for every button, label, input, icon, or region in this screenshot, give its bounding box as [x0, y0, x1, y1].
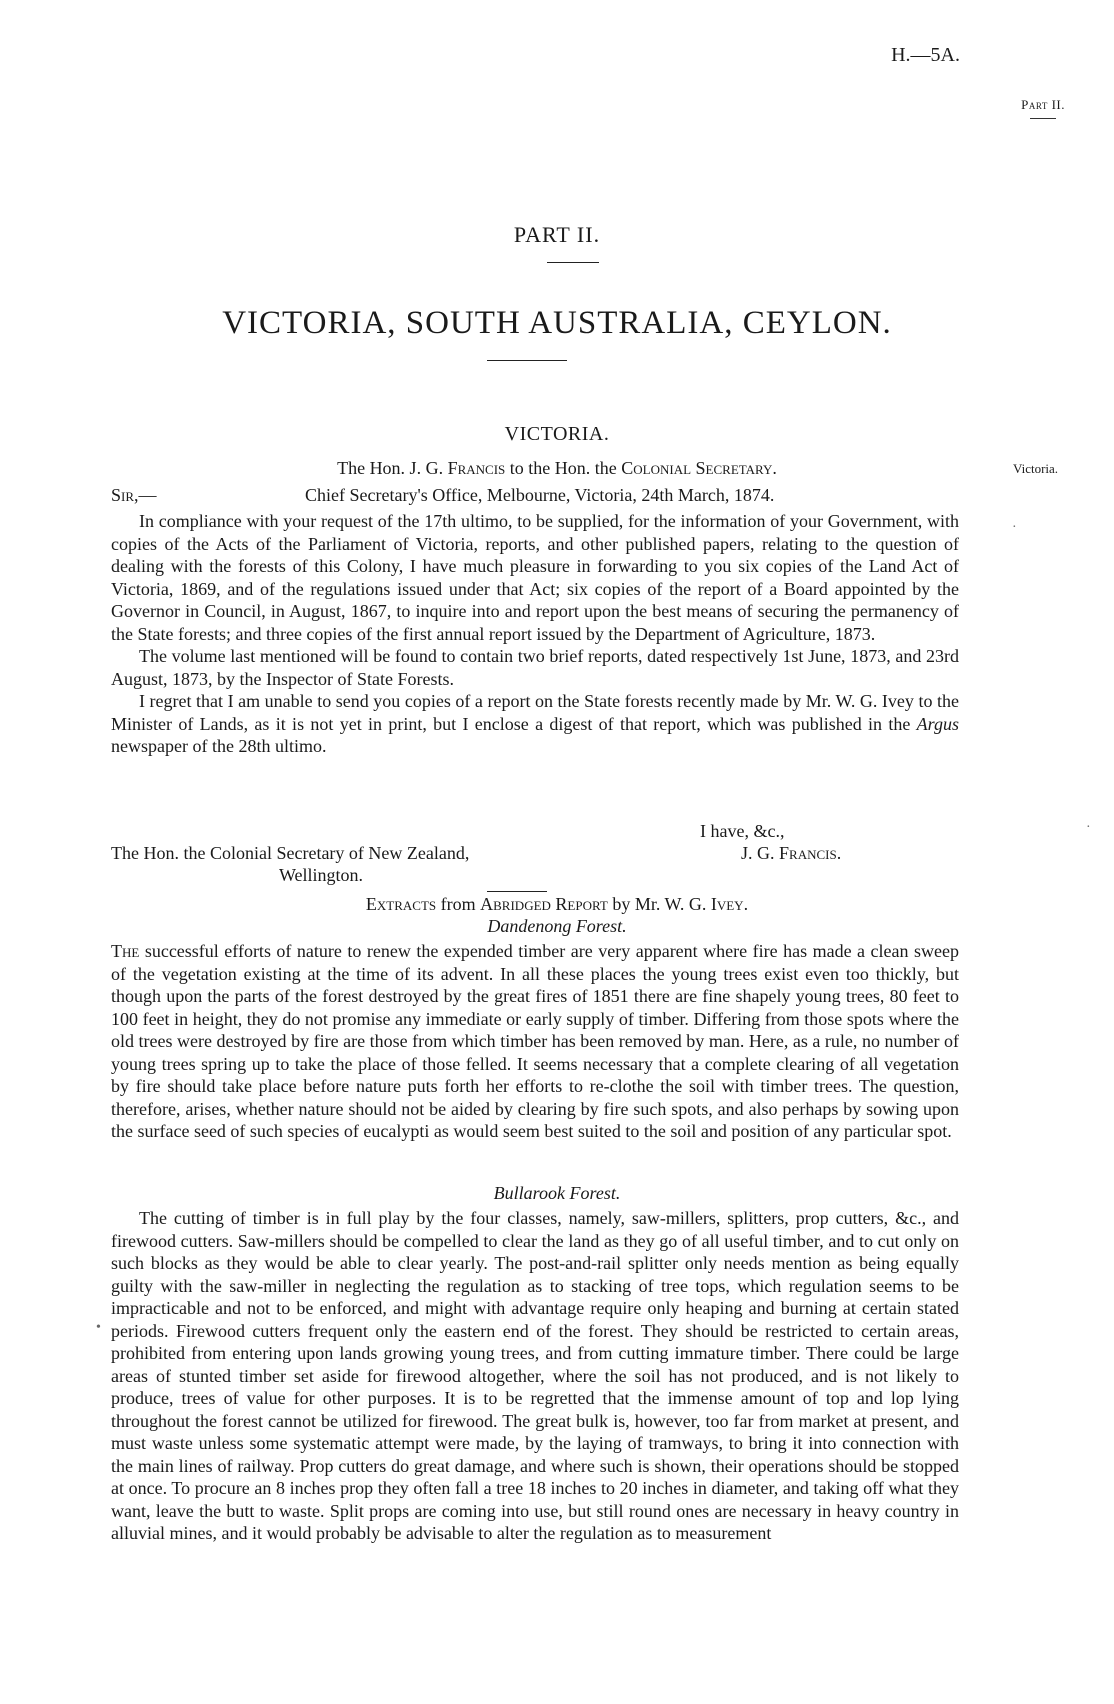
dateline: Chief Secretary's Office, Melbourne, Victoria, 24th March, 1874.	[305, 485, 775, 505]
extract-word: Extracts	[365, 894, 437, 914]
scan-speck: ·	[1086, 820, 1091, 835]
recipient: The Hon. the Colonial Secretary of New Zealand,	[111, 843, 470, 863]
signature-suffix: .	[836, 843, 842, 863]
extract-word: Report	[555, 894, 608, 914]
bullarook-heading: Bullarook Forest.	[493, 1183, 621, 1203]
part-divider	[547, 262, 599, 263]
letter-from-mid: to the Hon. the	[505, 458, 622, 478]
letter-from-prefix: The Hon. J. G.	[337, 458, 448, 478]
paragraph-text: newspaper of the 28th ultimo.	[111, 736, 327, 756]
letter-to-title: Colonial Secretary	[621, 458, 773, 478]
newspaper-name: Argus	[916, 713, 959, 734]
extract-paragraph	[111, 940, 959, 1143]
bullarook-body	[111, 1207, 959, 1545]
extract-word: from	[436, 894, 481, 914]
extract-word: Abridged	[480, 894, 551, 914]
signature	[741, 842, 841, 865]
title-divider	[487, 360, 567, 361]
scan-speck: ·	[1012, 520, 1017, 535]
header-divider	[1030, 118, 1056, 119]
main-title: VICTORIA, SOUTH AUSTRALIA, CEYLON.	[222, 305, 892, 341]
salutation: Sir,—	[111, 485, 157, 505]
dandenong-body	[111, 940, 959, 1143]
letter-body	[111, 510, 959, 758]
part-title: PART II.	[513, 222, 601, 247]
extract-title	[0, 894, 1114, 915]
extract-divider	[487, 891, 547, 892]
signature-prefix: J. G.	[741, 843, 780, 863]
lead-word: The	[111, 941, 140, 961]
signature-name: Francis	[779, 843, 837, 863]
running-head-part: Part II.	[1021, 97, 1065, 112]
scan-speck: •	[96, 1320, 101, 1335]
letter-paragraph	[111, 690, 959, 758]
extract-paragraph: The cutting of timber is in full play by the four classes, namely, saw-millers, splitters, prop cutters, &c., and firewood cutters. Saw-millers should be compelled to clear the land as they go of all useful timber, and to cut only on such blocks as they would be able to clear yearly. The post-and-rail splitter only needs mention as being equally guilty with the saw-miller in neglecting the regulation as to stacking of tree tops, which regulation seems to be impracticable and not to be enforced, and might with advantage require only heaping and burning at certain stated periods. Firewood cutters frequent only the eastern end of the forest. They should be restricted to certain areas, prohibited from entering upon lands growing young trees, and from cutting immature timber. There could be large areas of stunted timber set aside for firewood altogether, where the soil has not produced, and is not likely to produce, trees of value for other purposes. It is to be regretted that the immense amount of top and lop lying throughout the forest cannot be utilized for firewood. The great bulk is, however, too far from market at present, and must waste unless some systematic attempt were made, by the laying of tramways, to bring it into connection with the main lines of railway. Prop cutters do great damage, and where such is shown, their operations should be stopped at once. To procure an 8 inches prop they often fall a tree 18 inches to 20 inches in diameter, and taking off what they want, leave the butt to waste. Split props are coming into use, but still round ones are necessary in heavy country in alluvial mines, and it would probably be advisable to alter the regulation as to measurement	[111, 1208, 959, 1543]
paragraph-text: I regret that I am unable to send you copies of a report on the State forests recently made by Mr. W. G. Ivey to the Minister of Lands, as it is not yet in print, but I enclose a digest of that report, which was published in the	[111, 691, 959, 734]
closing: I have, &c.,	[700, 821, 785, 841]
extract-word: Ivey	[710, 894, 744, 914]
recipient-city: Wellington.	[279, 865, 364, 885]
margin-note: Victoria.	[1013, 461, 1059, 476]
extract-word: by Mr. W. G.	[607, 894, 711, 914]
letter-to-suffix: .	[772, 458, 777, 478]
document-code: H.—5A.	[891, 44, 960, 66]
letter-paragraph: In compliance with your request of the 17th ultimo, to be supplied, for the information of your Government, with copies of the Acts of the Parliament of Victoria, reports, and other published papers, relating to the question of dealing with the forests of this Colony, I have much pleasure in forwarding to you six copies of the Land Act of Victoria, 1869, and of the regulations issued under that Act; six copies of the report of a Board appointed by the Governor in Council, in August, 1867, to inquire into and report upon the best means of securing the permanency of the State forests; and three copies of the first annual report issued by the Department of Agriculture, 1873.	[111, 511, 959, 644]
section-heading: VICTORIA.	[504, 423, 610, 445]
paragraph-text: successful efforts of nature to renew the expended timber are very apparent where fire has made a clean sweep of the vegetation existing at the time of its advent. In all these places the young trees exist even too thickly, but though upon the parts of the forest destroyed by the great fires of 1851 there are fine shapely young trees, 80 feet to 100 feet in height, they do not promise any immediate or early supply of timber. Differing from those spots where the old trees were destroyed by fire are those from which timber has been removed by man. Here, as a rule, no number of young trees spring up to take the place of those felled. It seems necessary that a complete clearing of all vegetation by fire should take place before nature puts forth her efforts to re-clothe the soil with timber trees. The question, therefore, arises, whether nature should not be aided by clearing by fire such spots, and also perhaps by sowing upon the surface seed of such species of eucalypti as would seem best suited to the soil and position of any particular spot.	[111, 941, 959, 1141]
dandenong-heading: Dandenong Forest.	[487, 916, 627, 936]
letter-from-name: Francis	[447, 458, 506, 478]
letter-paragraph: The volume last mentioned will be found to contain two brief reports, dated respectively 1st June, 1873, and 23rd August, 1873, by the Inspector of State Forests.	[111, 646, 959, 689]
letter-heading	[0, 458, 1114, 479]
extract-word: .	[743, 894, 749, 914]
